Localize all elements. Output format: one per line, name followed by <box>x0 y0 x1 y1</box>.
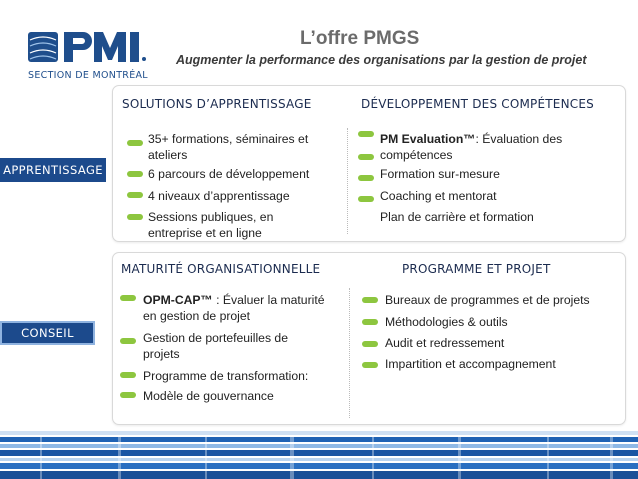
list-item: Gestion de portefeuilles de projets <box>143 331 288 361</box>
panel-divider <box>349 288 350 418</box>
list-item: Formation sur-mesure <box>380 167 500 181</box>
list-item: 6 parcours de développement <box>148 167 310 181</box>
bullet-icon <box>120 392 136 398</box>
bullet-icon <box>127 140 143 146</box>
bullet-icon <box>362 341 378 347</box>
list-item: Audit et redressement <box>385 336 505 350</box>
bullet-icon <box>120 295 136 301</box>
side-label-apprentissage: APPRENTISSAGE <box>0 158 106 182</box>
bullet-icon <box>358 196 374 202</box>
panel-divider <box>347 128 348 234</box>
bullet-icon <box>362 362 378 368</box>
list-item: Sessions publiques, en entreprise et en ligne <box>148 210 274 240</box>
bullet-icon <box>127 214 143 220</box>
bullet-icon <box>362 319 378 325</box>
side-label-conseil: CONSEIL <box>0 321 95 345</box>
list-item: OPM-CAP™ : Évaluer la maturité en gestion de projet <box>143 293 325 323</box>
list-item: Programme de transformation: <box>143 369 309 383</box>
list-item: PM Evaluation™: Évaluation des compétences <box>380 132 563 162</box>
bullet-icon <box>127 171 143 177</box>
page-subtitle: Augmenter la performance des organisations par la gestion de projet <box>176 53 587 67</box>
logo-caption: SECTION DE MONTRÉAL <box>28 70 148 81</box>
heading-maturite-organisationnelle: MATURITÉ ORGANISATIONNELLE <box>121 262 321 276</box>
bullet-icon <box>358 175 374 181</box>
list-item: Modèle de gouvernance <box>143 389 274 403</box>
list-item: 4 niveaux d’apprentissage <box>148 189 290 203</box>
list-item: Plan de carrière et formation <box>380 210 534 224</box>
list-item: Coaching et mentorat <box>380 189 497 203</box>
heading-programme-projet: PROGRAMME ET PROJET <box>402 262 551 276</box>
list-item: Méthodologies & outils <box>385 315 508 329</box>
list-item: Impartition et accompagnement <box>385 357 556 371</box>
footer-stripes <box>0 431 638 479</box>
bullet-icon <box>358 154 374 160</box>
bullet-icon <box>358 131 374 137</box>
page-title: L’offre PMGS <box>300 28 420 49</box>
bullet-icon <box>120 338 136 344</box>
heading-solutions-apprentissage: SOLUTIONS D’APPRENTISSAGE <box>122 97 312 111</box>
pmi-montreal-logo <box>26 26 150 84</box>
bullet-icon <box>127 192 143 198</box>
list-item: Bureaux de programmes et de projets <box>385 293 590 307</box>
heading-developpement-competences: DÉVELOPPEMENT DES COMPÉTENCES <box>361 97 594 111</box>
bullet-icon <box>120 372 136 378</box>
list-item: 35+ formations, séminaires et ateliers <box>148 132 309 162</box>
bullet-icon <box>362 297 378 303</box>
